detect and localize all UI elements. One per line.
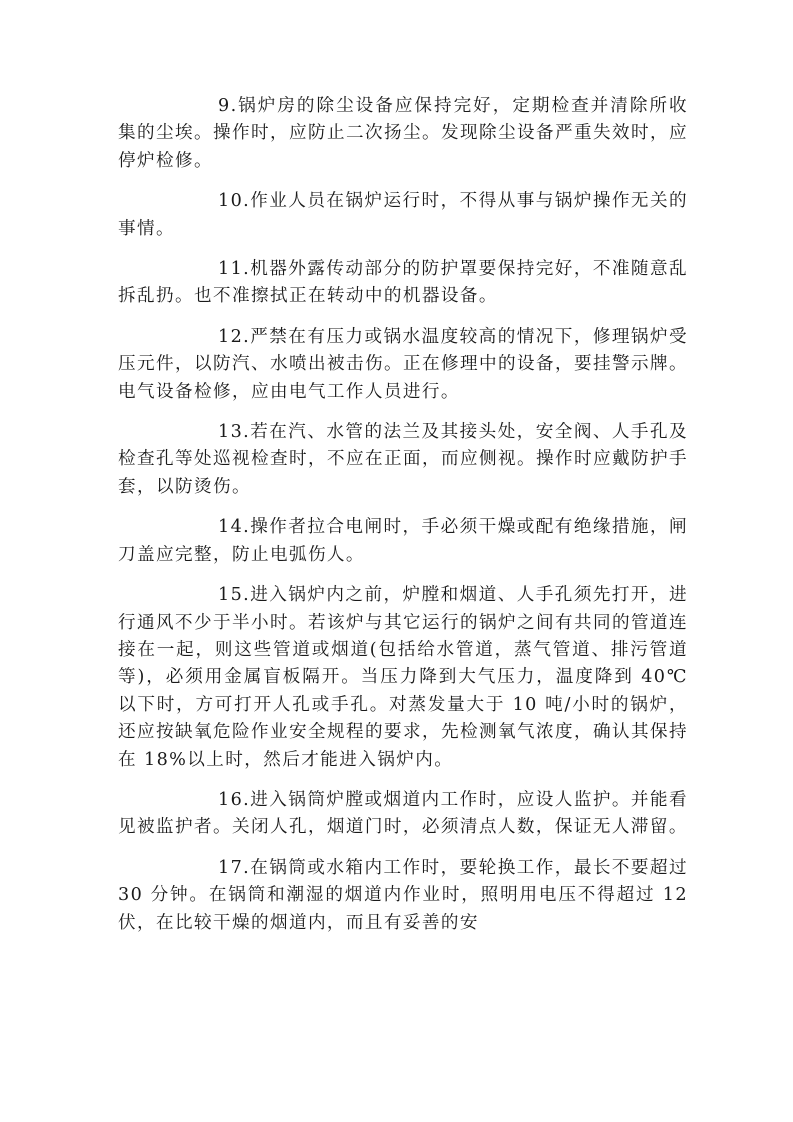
paragraph-11 [118, 256, 688, 311]
paragraph-17 [118, 855, 688, 937]
paragraph-text: 严禁在有压力或锅水温度较高的情况下，修理锅炉受压元件，以防汽、水喷出被击伤。正在修理中的设备，要挂警示牌。电气设备检修，应由电气工作人员进行。 [118, 326, 688, 402]
document-page [118, 93, 688, 950]
paragraph-12 [118, 324, 688, 406]
paragraph-14 [118, 514, 688, 569]
paragraph-number: 15. [218, 585, 251, 606]
paragraph-9 [118, 93, 688, 175]
paragraph-text: 操作者拉合电闸时，手必须干燥或配有绝缘措施，闸刀盖应完整，防止电弧伤人。 [118, 517, 688, 565]
paragraph-text: 进入锅筒炉膛或烟道内工作时，应设人监护。并能看见被监护者。关闭人孔，烟道门时，必须清点人数，保证无人滞留。 [118, 789, 688, 838]
paragraph-text: 作业人员在锅炉运行时，不得从事与锅炉操作无关的事情。 [118, 191, 688, 239]
paragraph-number: 9. [218, 96, 238, 116]
paragraph-number: 12. [218, 326, 251, 347]
paragraph-text: 锅炉房的除尘设备应保持完好，定期检查并清除所收集的尘埃。操作时，应防止二次扬尘。发现除尘设备严重失效时，应停炉检修。 [118, 96, 688, 171]
paragraph-number: 16. [218, 789, 251, 810]
paragraph-16 [118, 787, 688, 842]
paragraph-number: 11. [218, 259, 251, 280]
paragraph-text: 进入锅炉内之前，炉膛和烟道、人手孔须先打开，进行通风不少于半小时。若该炉与其它运行的锅炉之间有共同的管道连接在一起，则这些管道或烟道(包括给水管道，蒸气管道、排污管道等)，必须用金属盲板隔开。当压力降到大气压力，温度降到 40℃以下时，方可打开人孔或手孔。对蒸发量大于 10 吨/小时的锅炉，还应按缺氧危险作业安全规程的要求，先检测氧气浓度，确认其保持在 18%以上时，然后才能进入锅炉内。 [118, 585, 688, 770]
paragraph-number: 14. [218, 517, 251, 538]
paragraph-15 [118, 582, 688, 774]
paragraph-text: 机器外露传动部分的防护罩要保持完好，不准随意乱拆乱扔。也不准擦拭正在转动中的机器设备。 [118, 259, 688, 307]
paragraph-number: 10. [218, 191, 251, 212]
paragraph-10 [118, 188, 688, 243]
paragraph-text: 在锅筒或水箱内工作时，要轮换工作，最长不要超过 30 分钟。在锅筒和潮湿的烟道内作业时，照明用电压不得超过 12 伏，在比较干燥的烟道内，而且有妥善的安 [118, 857, 688, 933]
paragraph-text: 若在汽、水管的法兰及其接头处，安全阀、人手孔及检查孔等处巡视检查时，不应在正面，而应侧视。操作时应戴防护手套，以防烫伤。 [118, 422, 688, 497]
paragraph-number: 17. [218, 857, 251, 878]
paragraph-13 [118, 419, 688, 501]
paragraph-number: 13. [218, 422, 251, 443]
